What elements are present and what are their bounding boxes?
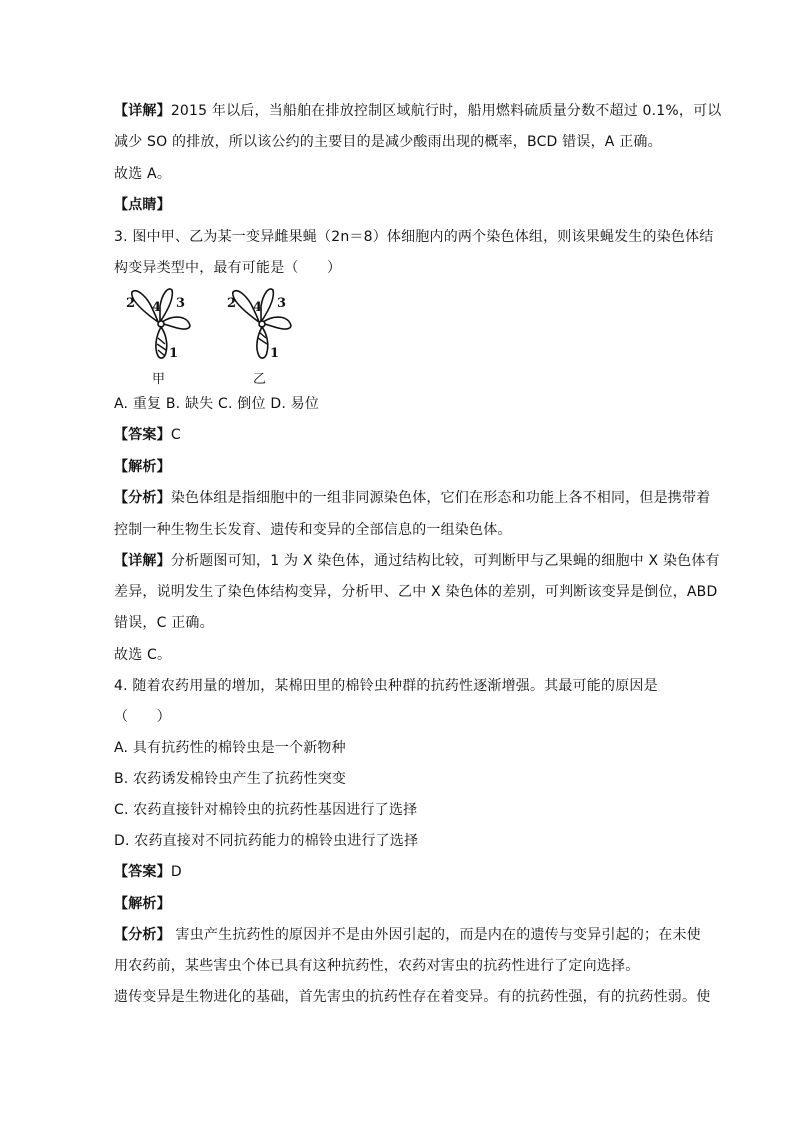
label-4: 4 — [152, 300, 162, 315]
question-3-stem: 3. 图中甲、乙为某一变异雌果蝇（2n＝8）体细胞内的两个染色体组，则该果蝇发生的染色体结 — [114, 229, 714, 245]
answer-value: D — [170, 864, 182, 880]
question-3-conclusion: 故选 C。 — [114, 647, 172, 663]
analysis-text: 染色体组是指细胞中的一组非同源染色体，它们在形态和功能上各不相同，但是携带着 — [170, 490, 711, 506]
dianjing-heading: 【点睛】 — [114, 197, 171, 213]
label-3: 3 — [176, 296, 186, 311]
analysis-tag: 【分析】 — [114, 927, 171, 943]
question-3-detail — [114, 551, 720, 571]
chromosome-diagram — [114, 286, 324, 386]
question-3-stem-cont: 构变异类型中，最有可能是（ ） — [114, 260, 342, 276]
question-4-jiexi: 【解析】 — [114, 896, 171, 912]
question-4-analysis — [114, 925, 701, 945]
question-3-detail-cont: 差异，说明发生了染色体结构变异，分析甲、乙中 X 染色体的差别，可判断该变异是倒位，ABD — [114, 584, 718, 600]
question-3-detail-cont: 错误，C 正确。 — [114, 615, 214, 631]
question-4-option-a: A. 具有抗药性的棉铃虫是一个新物种 — [114, 740, 346, 756]
question-3-answer — [114, 425, 694, 445]
caption-yi: 乙 — [253, 372, 267, 387]
label-3b: 3 — [277, 296, 287, 311]
question-3-analysis-cont: 控制一种生物生长发育、遗传和变异的全部信息的一组染色体。 — [114, 522, 512, 538]
label-4b: 4 — [253, 300, 263, 315]
answer-value: C — [170, 427, 181, 443]
question-4-stem-cont: （ ） — [114, 709, 171, 725]
answer-tag: 【答案】 — [114, 427, 171, 443]
label-1: 1 — [169, 346, 179, 361]
question-4-option-c: C. 农药直接针对棉铃虫的抗药性基因进行了选择 — [114, 802, 418, 818]
detail-text: 分析题图可知，1 为 X 染色体，通过结构比较，可判断甲与乙果蝇的细胞中 X 染色体有 — [170, 553, 720, 569]
question-4-option-b: B. 农药诱发棉铃虫产生了抗药性突变 — [114, 771, 347, 787]
question-3-analysis — [114, 488, 711, 508]
question-4-analysis-cont: 遗传变异是生物进化的基础，首先害虫的抗药性存在着变异。有的抗药性强，有的抗药性弱。使 — [114, 989, 711, 1005]
detail-tag: 【详解】 — [114, 103, 171, 119]
answer-tag: 【答案】 — [114, 864, 171, 880]
detail-tag: 【详解】 — [114, 553, 171, 569]
question-3-jiexi: 【解析】 — [114, 459, 171, 475]
question-3-options: A. 重复 B. 缺失 C. 倒位 D. 易位 — [114, 396, 320, 412]
caption-jia: 甲 — [152, 372, 166, 387]
chromosome-figure — [114, 286, 324, 386]
question-4-stem: 4. 随着农药用量的增加，某棉田里的棉铃虫种群的抗药性逐渐增强。其最可能的原因是 — [114, 678, 658, 694]
detail-paragraph-line: 减少 SO 的排放，所以该公约的主要目的是减少酸雨出现的概率，BCD 错误，A 正确。 — [114, 134, 662, 150]
question-4-answer — [114, 862, 694, 882]
label-1b: 1 — [270, 346, 280, 361]
question-4-analysis-cont: 用农药前，某些害虫个体已具有这种抗药性，农药对害虫的抗药性进行了定向选择。 — [114, 958, 640, 974]
detail-paragraph-line — [114, 101, 722, 121]
question-4-option-d: D. 农药直接对不同抗药能力的棉铃虫进行了选择 — [114, 833, 419, 849]
label-2b: 2 — [227, 296, 237, 311]
label-2: 2 — [126, 296, 136, 311]
detail-text: 2015 年以后，当船舶在排放控制区域航行时，船用燃料硫质量分数不超过 0.1%，可以 — [170, 103, 722, 119]
conclusion-line: 故选 A。 — [114, 166, 172, 182]
analysis-text: 害虫产生抗药性的原因并不是由外因引起的，而是内在的遗传与变异引起的；在未使 — [170, 927, 701, 943]
analysis-tag: 【分析】 — [114, 490, 171, 506]
